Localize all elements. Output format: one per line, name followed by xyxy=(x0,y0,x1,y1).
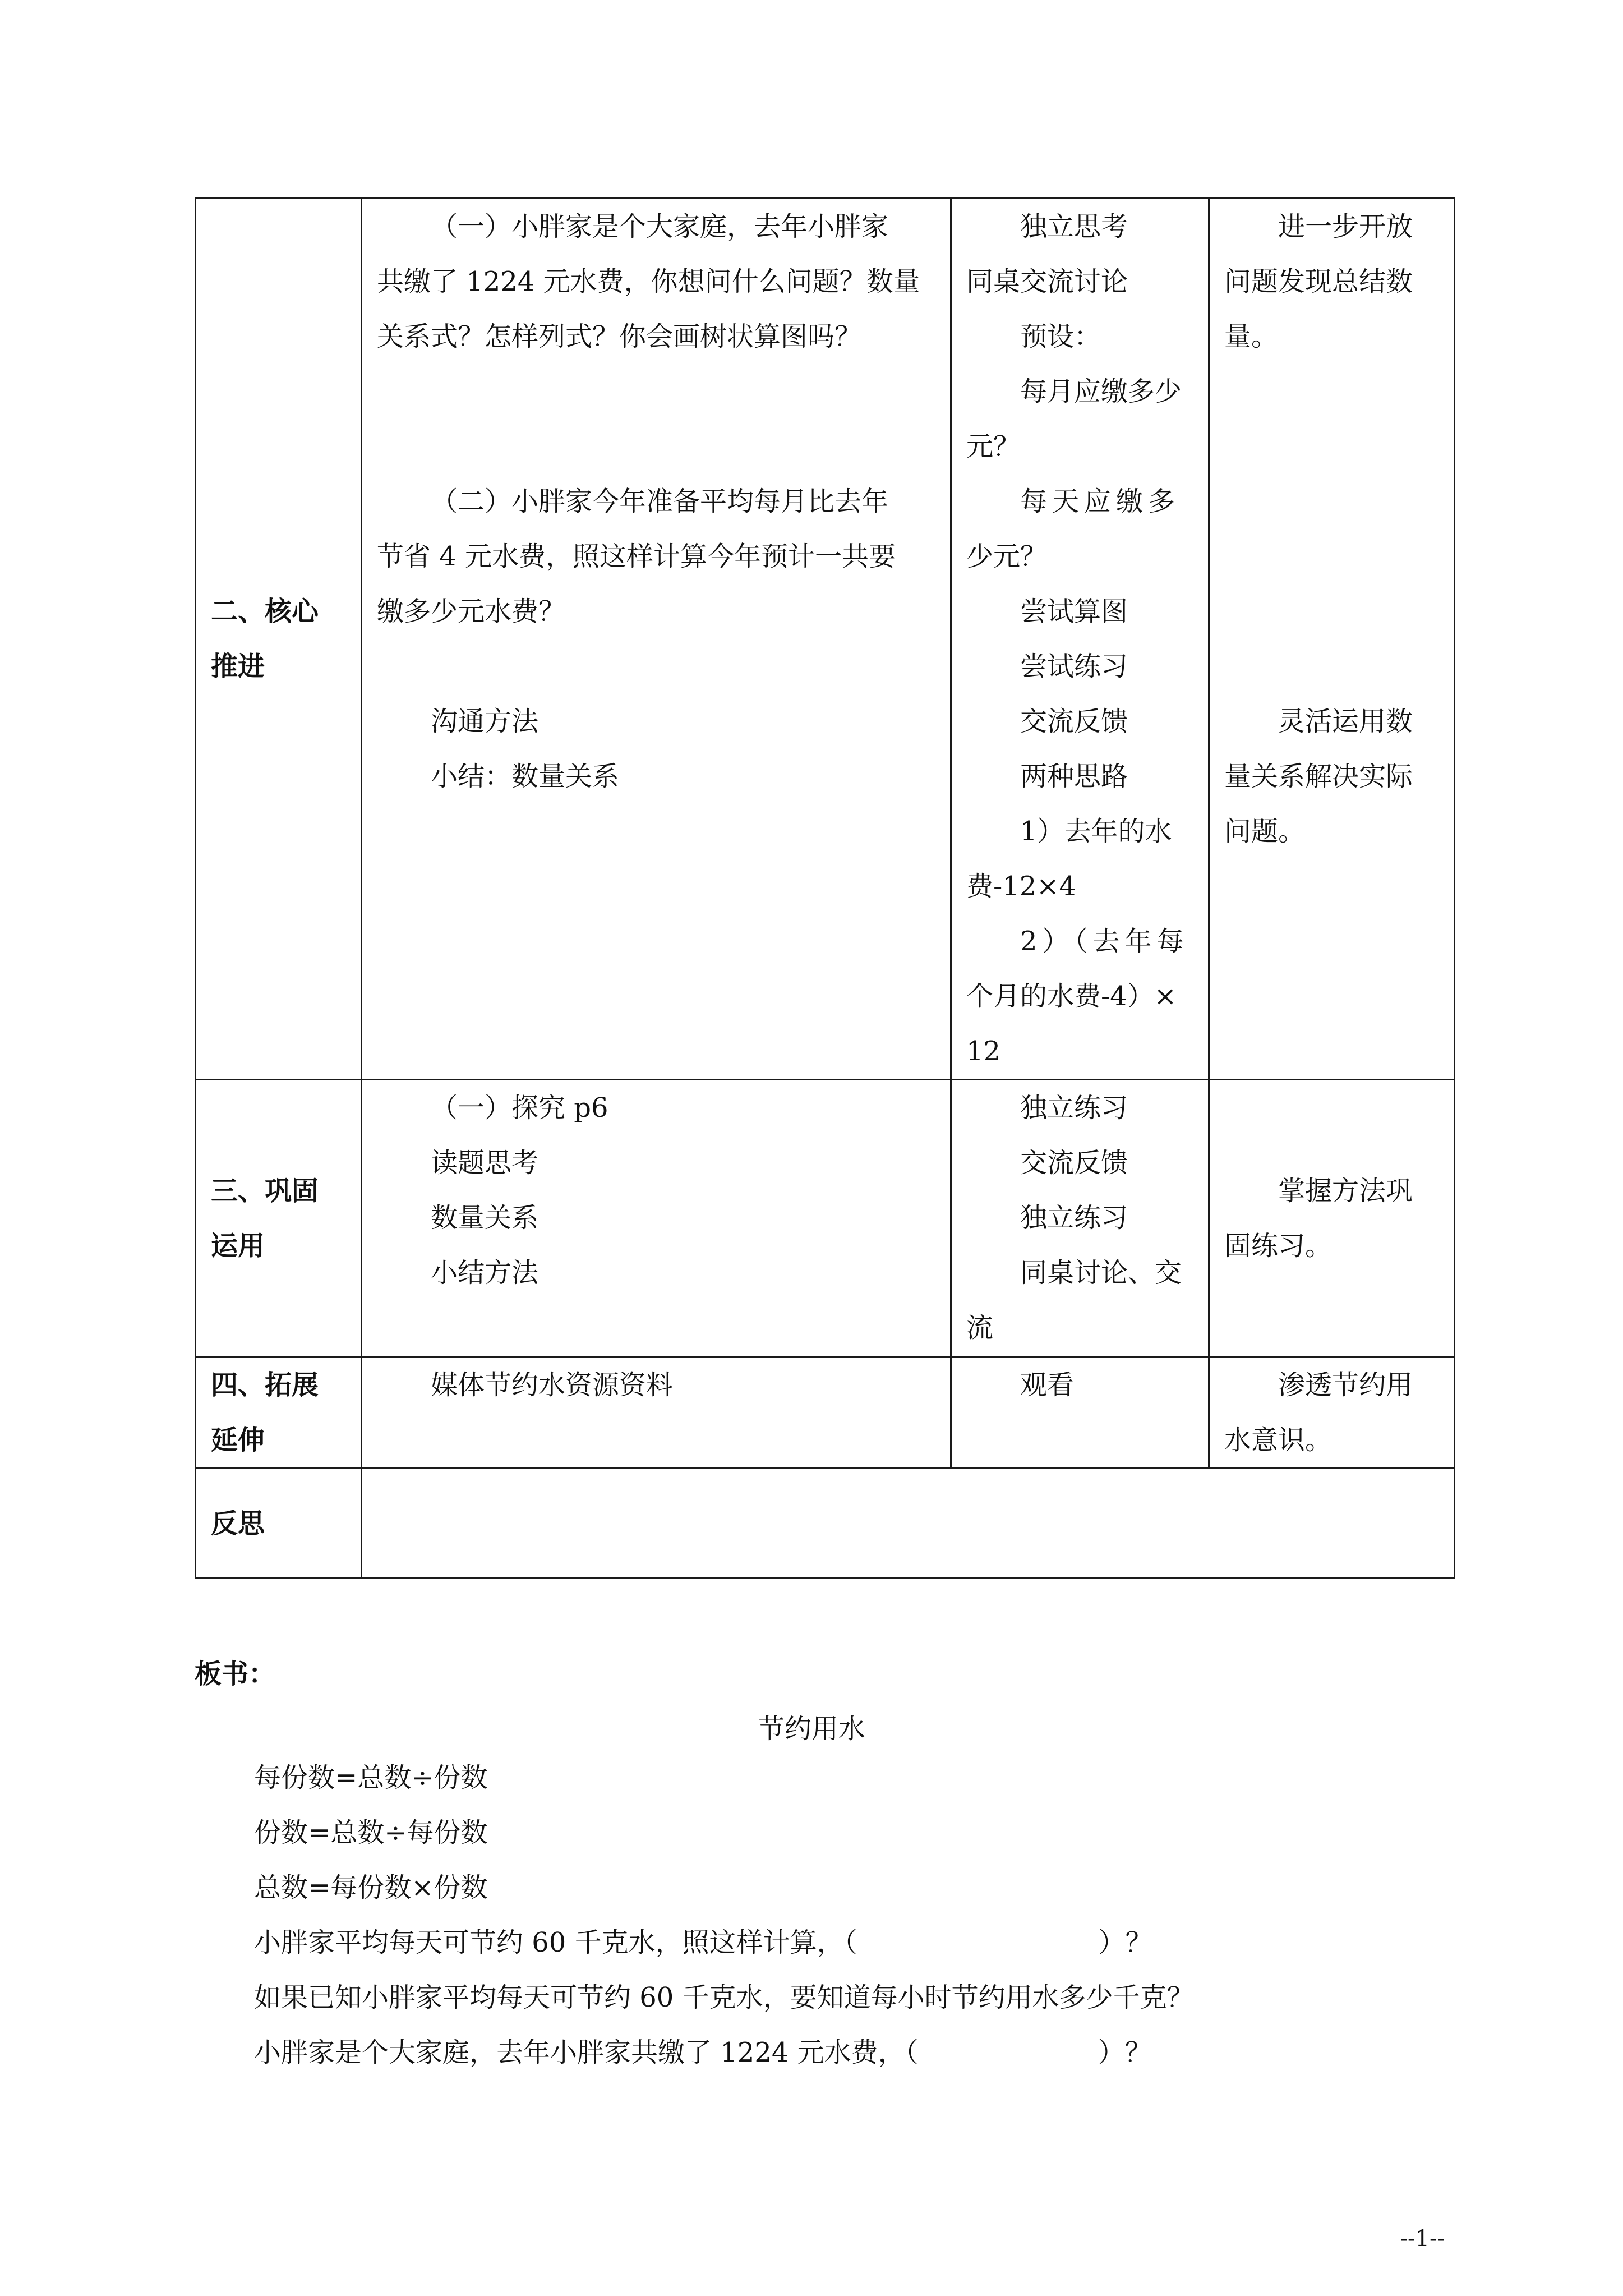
table-row xyxy=(196,1469,1455,1579)
student-line: 费-12×4 xyxy=(966,871,1077,902)
content-line: 数量关系 xyxy=(431,1202,539,1234)
stage-label: 反思 xyxy=(211,1507,265,1539)
student-activity-cell xyxy=(951,199,1209,1080)
question-text: 小胖家平均每天可节约 60 千克水，照这样计算，（ xyxy=(254,1927,857,1958)
student-line: 少元？ xyxy=(966,541,1048,572)
intent-line: 水意识。 xyxy=(1224,1424,1332,1456)
student-line: 每天应缴多 xyxy=(1020,486,1181,517)
student-activity-cell xyxy=(951,1080,1209,1357)
student-line: 两种思路 xyxy=(1020,761,1128,792)
table-row xyxy=(196,1357,1455,1469)
content-cell xyxy=(362,1080,951,1357)
table-row xyxy=(196,1080,1455,1357)
student-line: 独立练习 xyxy=(1020,1092,1128,1124)
intent-line: 掌握方法巩 xyxy=(1278,1175,1413,1207)
intent-line: 灵活运用数 xyxy=(1278,706,1413,737)
student-line: 观看 xyxy=(1020,1369,1075,1401)
lesson-plan-table xyxy=(195,197,1455,1579)
content-line: 媒体节约水资源资料 xyxy=(431,1369,674,1401)
content-line: 沟通方法 xyxy=(431,706,539,737)
student-line: 同桌讨论、交 xyxy=(1020,1257,1182,1289)
student-line: 2）（去年每 xyxy=(1020,926,1189,957)
intent-line: 固练习。 xyxy=(1224,1230,1332,1262)
stage-cell xyxy=(196,1469,362,1579)
intent-line: 量。 xyxy=(1224,321,1279,352)
question-text: 小胖家是个大家庭，去年小胖家共缴了 1224 元水费，（ xyxy=(254,2037,919,2068)
content-cell xyxy=(362,199,951,1080)
student-line: 独立思考 xyxy=(1020,211,1128,242)
content-line: 关系式？怎样列式？你会画树状算图吗？ xyxy=(377,321,862,352)
board-question: 如果已知小胖家平均每天可节约 60 千克水，要知道每小时节约用水多少千克？ xyxy=(254,1982,1194,2013)
board-label: 板书： xyxy=(195,1658,276,1690)
stage-label: 三、巩固运用 xyxy=(211,1175,319,1262)
student-activity-cell xyxy=(951,1357,1209,1469)
student-line: 个月的水费-4）× xyxy=(966,981,1177,1012)
content-line: 共缴了 1224 元水费，你想问什么问题？数量 xyxy=(377,266,920,297)
board-question xyxy=(254,2025,1194,2080)
question-text: ）？ xyxy=(1098,2037,1152,2068)
content-line: 读题思考 xyxy=(431,1147,539,1179)
intent-line: 问题发现总结数 xyxy=(1224,266,1413,297)
stage-cell xyxy=(196,1357,362,1469)
board-question xyxy=(254,1915,1194,1970)
stage-label: 四、拓展延伸 xyxy=(211,1369,319,1456)
content-cell xyxy=(362,1357,951,1469)
stage-label: 二、核心推进 xyxy=(211,596,319,682)
student-line: 交流反馈 xyxy=(1020,706,1128,737)
formula-line: 每份数=总数÷份数 xyxy=(254,1762,488,1793)
content-line: 小结：数量关系 xyxy=(431,761,620,792)
board-content xyxy=(254,1750,1194,2080)
intent-line: 问题。 xyxy=(1224,816,1306,847)
student-line: 交流反馈 xyxy=(1020,1147,1128,1179)
content-line: 缴多少元水费？ xyxy=(377,596,566,627)
page-number: --1-- xyxy=(1400,2226,1445,2252)
student-line: 尝试练习 xyxy=(1020,651,1128,682)
stage-cell xyxy=(196,1080,362,1357)
content-line: （一）小胖家是个大家庭，去年小胖家 xyxy=(431,211,889,242)
intent-line: 渗透节约用 xyxy=(1278,1369,1413,1401)
content-line: （二）小胖家今年准备平均每月比去年 xyxy=(431,486,889,517)
table-row xyxy=(196,199,1455,1080)
intent-line: 进一步开放 xyxy=(1278,211,1413,242)
student-line: 1）去年的水 xyxy=(1020,816,1172,847)
design-intent-cell xyxy=(1209,1080,1455,1357)
content-line: （一）探究 p6 xyxy=(431,1092,608,1124)
student-line: 每月应缴多少 xyxy=(1020,376,1182,407)
board-title: 节约用水 xyxy=(757,1713,865,1745)
intent-line: 量关系解决实际 xyxy=(1224,761,1413,792)
student-line: 同桌交流讨论 xyxy=(966,266,1128,297)
student-line: 独立练习 xyxy=(1020,1202,1128,1234)
student-line: 预设： xyxy=(1020,321,1101,352)
design-intent-cell xyxy=(1209,199,1455,1080)
content-line: 节省 4 元水费，照这样计算今年预计一共要 xyxy=(377,541,896,572)
design-intent-cell xyxy=(1209,1357,1455,1469)
formula-line: 总数=每份数×份数 xyxy=(254,1872,488,1903)
stage-cell xyxy=(196,199,362,1080)
student-line: 流 xyxy=(966,1312,994,1343)
reflection-cell xyxy=(362,1469,1455,1579)
question-text: ）？ xyxy=(1098,1927,1152,1958)
student-line: 尝试算图 xyxy=(1020,596,1128,627)
student-line: 12 xyxy=(966,1036,1001,1067)
formula-line: 份数=总数÷每份数 xyxy=(254,1817,488,1848)
content-line: 小结方法 xyxy=(431,1257,539,1289)
student-line: 元？ xyxy=(966,431,1021,462)
